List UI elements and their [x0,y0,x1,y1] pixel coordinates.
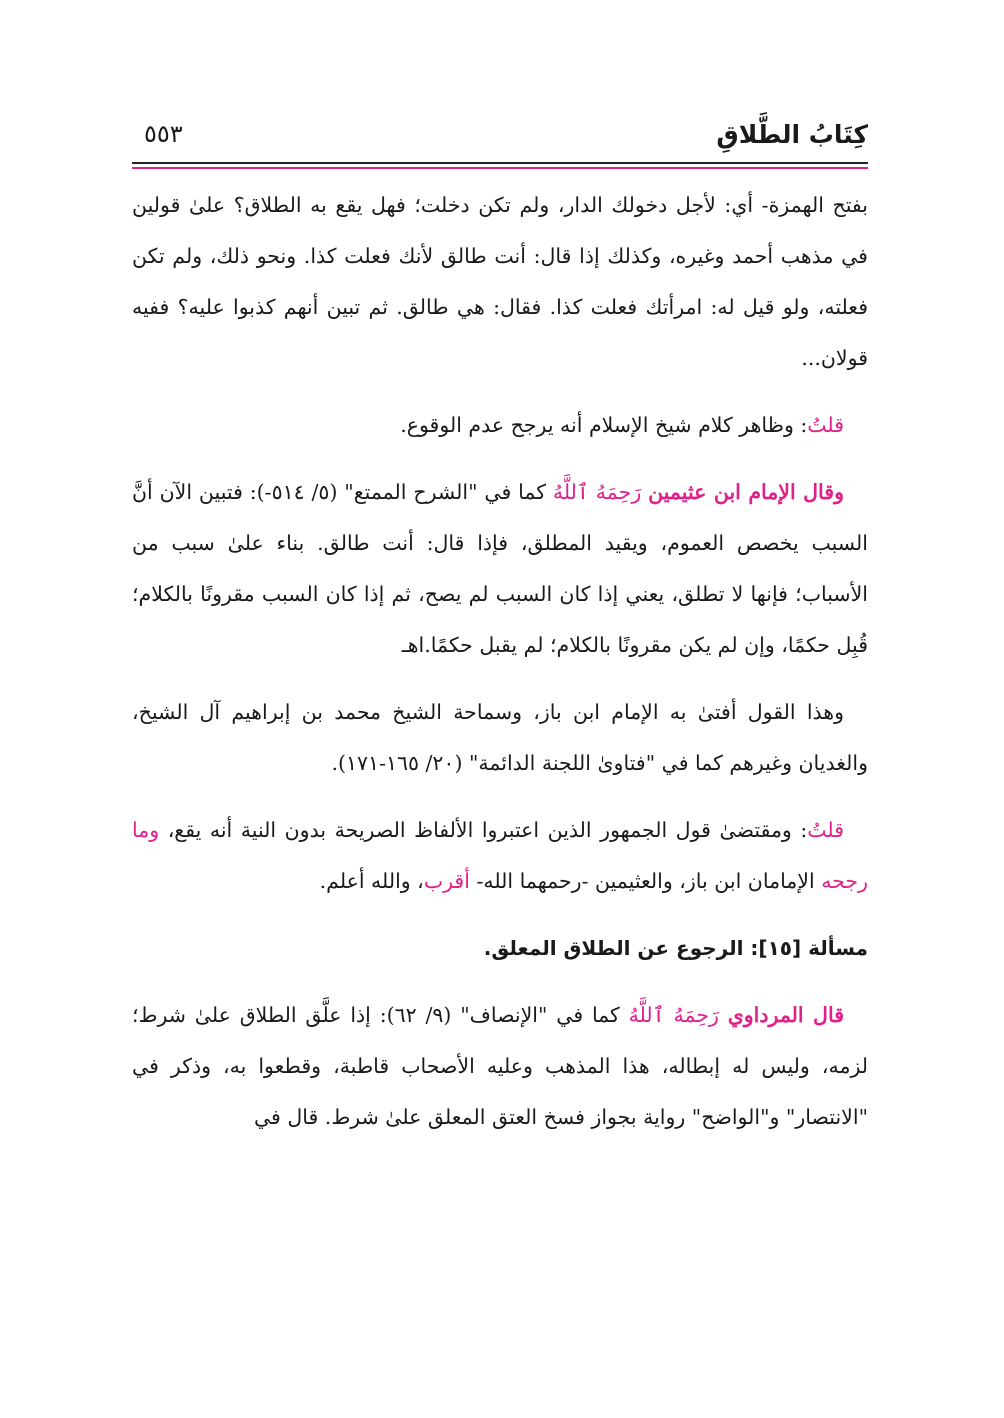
paragraph-3 [132,467,868,671]
speaker-ibn-uthaymeen: وقال الإمام ابن عثيمين [648,480,844,504]
honorific-mark: رَحِمَهُ ٱللَّهُ [628,1003,719,1027]
header-rule-pink [132,167,868,169]
paragraph-6 [132,990,868,1143]
paragraph-2-text: : وظاهر كلام شيخ الإسلام أنه يرجح عدم الوقوع. [400,413,808,437]
honorific-mark: رَحِمَهُ ٱللَّهُ [552,480,642,504]
section-heading: مسألة [١٥]: الرجوع عن الطلاق المعلق. [483,936,868,960]
book-page [132,118,868,1338]
paragraph-5 [132,805,868,907]
header-rule-black [132,162,868,164]
paragraph-5-text-b: الإمامان ابن باز، والعثيمين -رحمهما الله- [469,869,822,893]
qultu-label: قلتُ [807,413,844,437]
page-body [132,180,868,1143]
paragraph-6-text: كما في "الإنصاف" (٩/ ٦٢): إذا علَّق الطلاق علىٰ شرط؛ لزمه، وليس له إبطاله، هذا المذهب وعليه الأصحاب قاطبة، وقطعوا به، وذكر في "الانتصار" و"الواضح" رواية بجواز فسخ العتق المعلق علىٰ شرط. قال في [132,1003,868,1129]
book-title: كِتَابُ الطَّلاقِ [716,120,868,149]
paragraph-5-text-c: ، والله أعلم. [319,869,424,893]
paragraph-2 [132,400,868,451]
page-header [132,118,868,162]
qultu-label: قلتُ [807,818,844,842]
page-number: ٥٥٣ [144,120,183,148]
wa-ma-rajjahahu: وما رجحه [132,818,868,893]
aqrab-word: أقرب [423,869,470,893]
paragraph-3-text: كما في "الشرح الممتع" (٥/ ٥١٤-): فتبين الآن أنَّ السبب يخصص العموم، ويقيد المطلق، فإذا قال: أنت طالق. بناء علىٰ سبب من الأسباب؛ فإنها لا تطلق، يعني إذا كان السبب لم يصح، ثم إذا كان السبب مقرونًا بالكلام؛ قُبِل حكمًا، وإن لم يكن مقرونًا بالكلام؛ لم يقبل حكمًا.اهـ [132,480,868,657]
paragraph-5-text-a: : ومقتضىٰ قول الجمهور الذين اعتبروا الألفاظ الصريحة بدون النية أنه يقع، [159,818,808,842]
paragraph-1: بفتح الهمزة- أي: لأجل دخولك الدار، ولم تكن دخلت؛ فهل يقع به الطلاق؟ علىٰ قولين في مذهب أحمد وغيره، وكذلك إذا قال: أنت طالق لأنك فعلت كذا. ونحو ذلك، ولم تكن فعلته، ولو قيل له: امرأتك فعلت كذا. فقال: هي طالق. ثم تبين أنهم كذبوا عليه؟ ففيه قولان... [132,193,868,370]
speaker-mardawi: قال المرداوي [727,1003,844,1027]
paragraph-4: وهذا القول أفتىٰ به الإمام ابن باز، وسماحة الشيخ محمد بن إبراهيم آل الشيخ، والغديان وغيرهم كما في "فتاوىٰ اللجنة الدائمة" (٢٠/ ١٦٥-١٧١). [132,700,868,775]
